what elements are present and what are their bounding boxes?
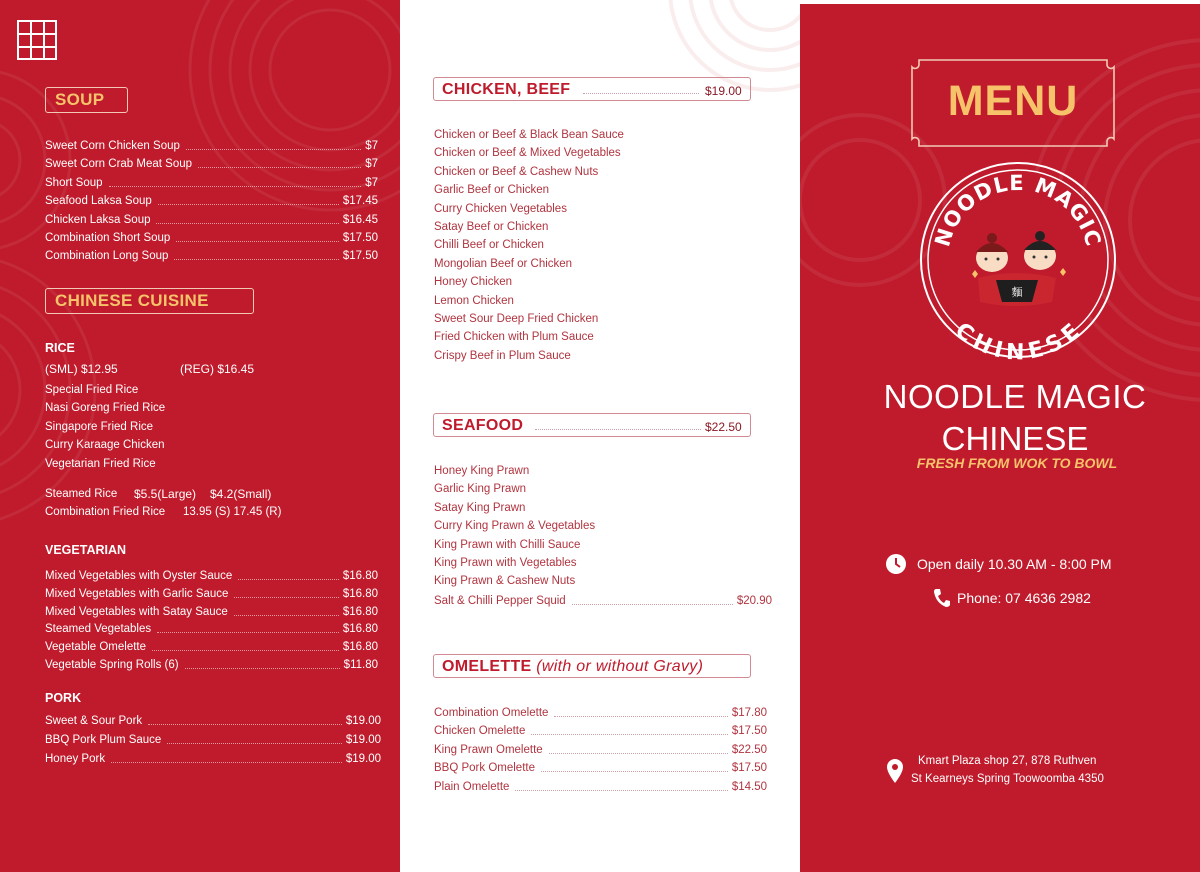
seafood-item: Curry King Prawn & Vegetables [434, 520, 596, 533]
chicken-beef-dots [583, 93, 699, 94]
logo-top-text: NOODLE MAGIC [930, 170, 1106, 250]
chicken-beef-item: Crispy Beef in Plum Sauce [434, 349, 571, 362]
soup-item-price: $7 [365, 140, 378, 152]
seafood-item: Satay King Prawn [434, 501, 526, 514]
vegetarian-item-row [45, 569, 378, 583]
pork-item-row [45, 733, 381, 747]
opening-hours: Open daily 10.30 AM - 8:00 PM [917, 556, 1112, 572]
steamed-rice-name: Steamed Rice [45, 488, 118, 500]
vegetarian-item-name: Mixed Vegetables with Oyster Sauce [45, 570, 233, 582]
chinese-cuisine-heading: CHINESE CUISINE [45, 288, 254, 314]
chicken-beef-item: Mongolian Beef or Chicken [434, 257, 573, 270]
middle-panel [400, 0, 800, 872]
omelette-item-row [434, 761, 767, 775]
soup-item-price: $17.45 [342, 195, 378, 208]
omelette-item-dots [549, 753, 728, 754]
combination-fried-rice-name: Combination Fried Rice [45, 506, 166, 518]
squid-price: $20.90 [736, 595, 772, 607]
phone-number: Phone: 07 4636 2982 [957, 590, 1091, 606]
soup-item-name: Chicken Laksa Soup [45, 213, 151, 226]
tagline: FRESH FROM WOK TO BOWL [916, 455, 1118, 471]
vegetarian-item-dots [238, 579, 339, 580]
soup-item-row [45, 157, 378, 171]
vegetarian-item-price: $16.80 [342, 623, 378, 636]
omelette-item-name: King Prawn Omelette [434, 743, 543, 756]
omelette-heading: OMELETTE [442, 658, 532, 675]
chicken-beef-item: Chicken or Beef & Cashew Nuts [434, 165, 599, 178]
vegetarian-item-row [45, 640, 378, 654]
phone-icon [933, 588, 951, 608]
vegetarian-item-price: $16.80 [342, 641, 378, 654]
soup-item-price: $7 [365, 158, 378, 171]
vegetarian-item-price: $16.80 [342, 605, 378, 618]
steamed-rice-large: $5.5(Large) [134, 487, 197, 501]
soup-item-dots [158, 204, 339, 205]
pork-item-dots [148, 724, 342, 725]
soup-item-name: Short Soup [45, 176, 103, 189]
pork-item-dots [167, 743, 341, 744]
omelette-subtitle: (with or without Gravy) [536, 658, 704, 675]
vegetarian-item-row [45, 658, 378, 672]
soup-item-name: Seafood Laksa Soup [45, 195, 152, 208]
omelette-item-price: $22.50 [731, 743, 767, 756]
omelette-item-name: Combination Omelette [434, 707, 549, 719]
rice-small-price: (SML) $12.95 [45, 362, 118, 376]
omelette-item-name: Chicken Omelette [434, 725, 526, 738]
omelette-item-dots [515, 790, 727, 791]
squid-name: Salt & Chilli Pepper Squid [434, 595, 566, 607]
soup-item-dots [174, 259, 338, 260]
soup-item-price: $7 [365, 176, 378, 189]
soup-item-row [45, 194, 378, 208]
chicken-beef-item: Garlic Beef or Chicken [434, 184, 550, 197]
soup-item-row [45, 213, 378, 227]
chicken-beef-item: Chicken or Beef & Black Bean Sauce [434, 129, 624, 141]
soup-item-dots [198, 167, 361, 168]
pork-item-name: BBQ Pork Plum Sauce [45, 734, 162, 746]
soup-item-price: $17.50 [342, 250, 378, 263]
soup-item-price: $17.50 [342, 232, 378, 244]
chicken-beef-item: Fried Chicken with Plum Sauce [434, 331, 594, 344]
omelette-item-dots [541, 771, 728, 772]
omelette-item-row [434, 706, 767, 720]
seafood-item: King Prawn & Cashew Nuts [434, 575, 576, 588]
pork-item-name: Sweet & Sour Pork [45, 715, 143, 727]
right-panel [800, 0, 1200, 872]
soup-item-row [45, 139, 378, 153]
seafood-item: King Prawn with Vegetables [434, 557, 577, 569]
chicken-beef-item: Curry Chicken Vegetables [434, 202, 567, 215]
soup-item-dots [186, 149, 361, 150]
address-line2: St Kearneys Spring Toowoomba 4350 [911, 773, 1104, 785]
soup-item-dots [156, 223, 338, 224]
soup-item-name: Sweet Corn Chicken Soup [45, 140, 180, 152]
restaurant-name-line1: NOODLE MAGIC [883, 378, 1147, 415]
chicken-beef-item: Satay Beef or Chicken [434, 221, 549, 233]
vegetarian-item-row [45, 622, 378, 636]
vegetarian-item-dots [234, 615, 339, 616]
rice-heading: RICE [45, 341, 75, 355]
soup-item-row [45, 249, 378, 263]
pork-item-name: Honey Pork [45, 753, 106, 765]
omelette-item-price: $17.50 [731, 725, 767, 738]
vegetarian-item-dots [234, 597, 338, 598]
address-line1: Kmart Plaza shop 27, 878 Ruthven [918, 755, 1097, 767]
seafood-price: $22.50 [705, 420, 742, 434]
vegetarian-item-dots [152, 650, 339, 651]
omelette-item-row [434, 780, 767, 794]
pork-item-price: $19.00 [345, 715, 381, 727]
chicken-beef-item: Sweet Sour Deep Fried Chicken [434, 313, 599, 325]
location-pin-icon [886, 758, 904, 784]
clock-icon [885, 553, 907, 575]
logo-bottom-text: CHINESE [949, 317, 1087, 360]
logo-bowl-character: 麵 [1011, 287, 1023, 299]
pork-item-row [45, 714, 381, 728]
vegetarian-item-dots [157, 632, 339, 633]
soup-item-price: $16.45 [342, 213, 378, 226]
omelette-item-price: $14.50 [731, 780, 767, 793]
steamed-rice-small: $4.2(Small) [210, 487, 272, 501]
omelette-header-box [433, 654, 751, 678]
soup-item-name: Combination Long Soup [45, 250, 169, 263]
chicken-beef-header-box [433, 77, 751, 101]
noodle-magic-logo [918, 160, 1118, 360]
vegetarian-item-row [45, 605, 378, 619]
rice-item: Special Fried Rice [45, 384, 139, 396]
chicken-beef-price: $19.00 [705, 84, 742, 98]
chicken-beef-item: Chicken or Beef & Mixed Vegetables [434, 147, 621, 160]
vegetarian-item-dots [185, 668, 340, 669]
pork-item-price: $19.00 [345, 734, 381, 746]
grid-logo-icon [17, 20, 57, 60]
seafood-heading: SEAFOOD [442, 417, 524, 434]
vegetarian-item-name: Mixed Vegetables with Satay Sauce [45, 605, 228, 618]
omelette-item-row [434, 724, 767, 738]
vegetarian-item-price: $16.80 [342, 570, 378, 582]
omelette-item-price: $17.50 [731, 762, 767, 775]
vegetarian-item-price: $11.80 [343, 659, 378, 671]
squid-dots [572, 604, 733, 605]
soup-item-dots [109, 186, 362, 187]
menu-title: MENU [947, 77, 1079, 125]
rice-regular-price: (REG) $16.45 [180, 362, 255, 376]
soup-item-name: Combination Short Soup [45, 232, 171, 244]
pork-item-dots [111, 762, 342, 763]
omelette-item-dots [554, 716, 727, 717]
rice-item: Nasi Goreng Fried Rice [45, 402, 166, 415]
chicken-beef-item: Honey Chicken [434, 276, 512, 289]
combination-fried-rice-prices: 13.95 (S) 17.45 (R) [183, 506, 282, 518]
chicken-beef-heading: CHICKEN, BEEF [442, 81, 571, 98]
restaurant-name-line2: CHINESE [941, 420, 1089, 457]
vegetarian-item-name: Vegetable Omelette [45, 641, 147, 654]
vegetarian-item-name: Mixed Vegetables with Garlic Sauce [45, 587, 229, 600]
soup-item-name: Sweet Corn Crab Meat Soup [45, 158, 193, 171]
rice-item: Vegetarian Fried Rice [45, 457, 156, 470]
chicken-beef-item: Lemon Chicken [434, 294, 514, 307]
vegetarian-item-price: $16.80 [342, 587, 378, 600]
soup-item-row [45, 176, 378, 190]
seafood-item: Garlic King Prawn [434, 483, 527, 496]
seafood-item: Honey King Prawn [434, 465, 530, 477]
omelette-item-price: $17.80 [731, 707, 767, 719]
omelette-item-name: Plain Omelette [434, 780, 510, 793]
vegetarian-item-name: Vegetable Spring Rolls (6) [45, 659, 179, 671]
seafood-item: King Prawn with Chilli Sauce [434, 538, 581, 551]
seafood-header-box [433, 413, 751, 437]
pork-heading: PORK [45, 691, 82, 705]
omelette-item-name: BBQ Pork Omelette [434, 762, 535, 775]
omelette-item-row [434, 743, 767, 757]
squid-row [434, 594, 772, 608]
omelette-item-dots [531, 734, 727, 735]
rice-item: Curry Karaage Chicken [45, 439, 165, 452]
vegetarian-heading: VEGETARIAN [45, 543, 127, 557]
pork-item-row [45, 752, 381, 766]
seafood-dots [535, 429, 701, 430]
left-panel [0, 0, 400, 872]
vegetarian-item-name: Steamed Vegetables [45, 623, 152, 636]
soup-heading: SOUP [45, 87, 128, 113]
vegetarian-item-row [45, 587, 378, 601]
soup-item-row [45, 231, 378, 245]
rice-item: Singapore Fried Rice [45, 420, 154, 433]
soup-item-dots [176, 241, 339, 242]
pork-item-price: $19.00 [345, 753, 381, 765]
chicken-beef-item: Chilli Beef or Chicken [434, 239, 544, 252]
